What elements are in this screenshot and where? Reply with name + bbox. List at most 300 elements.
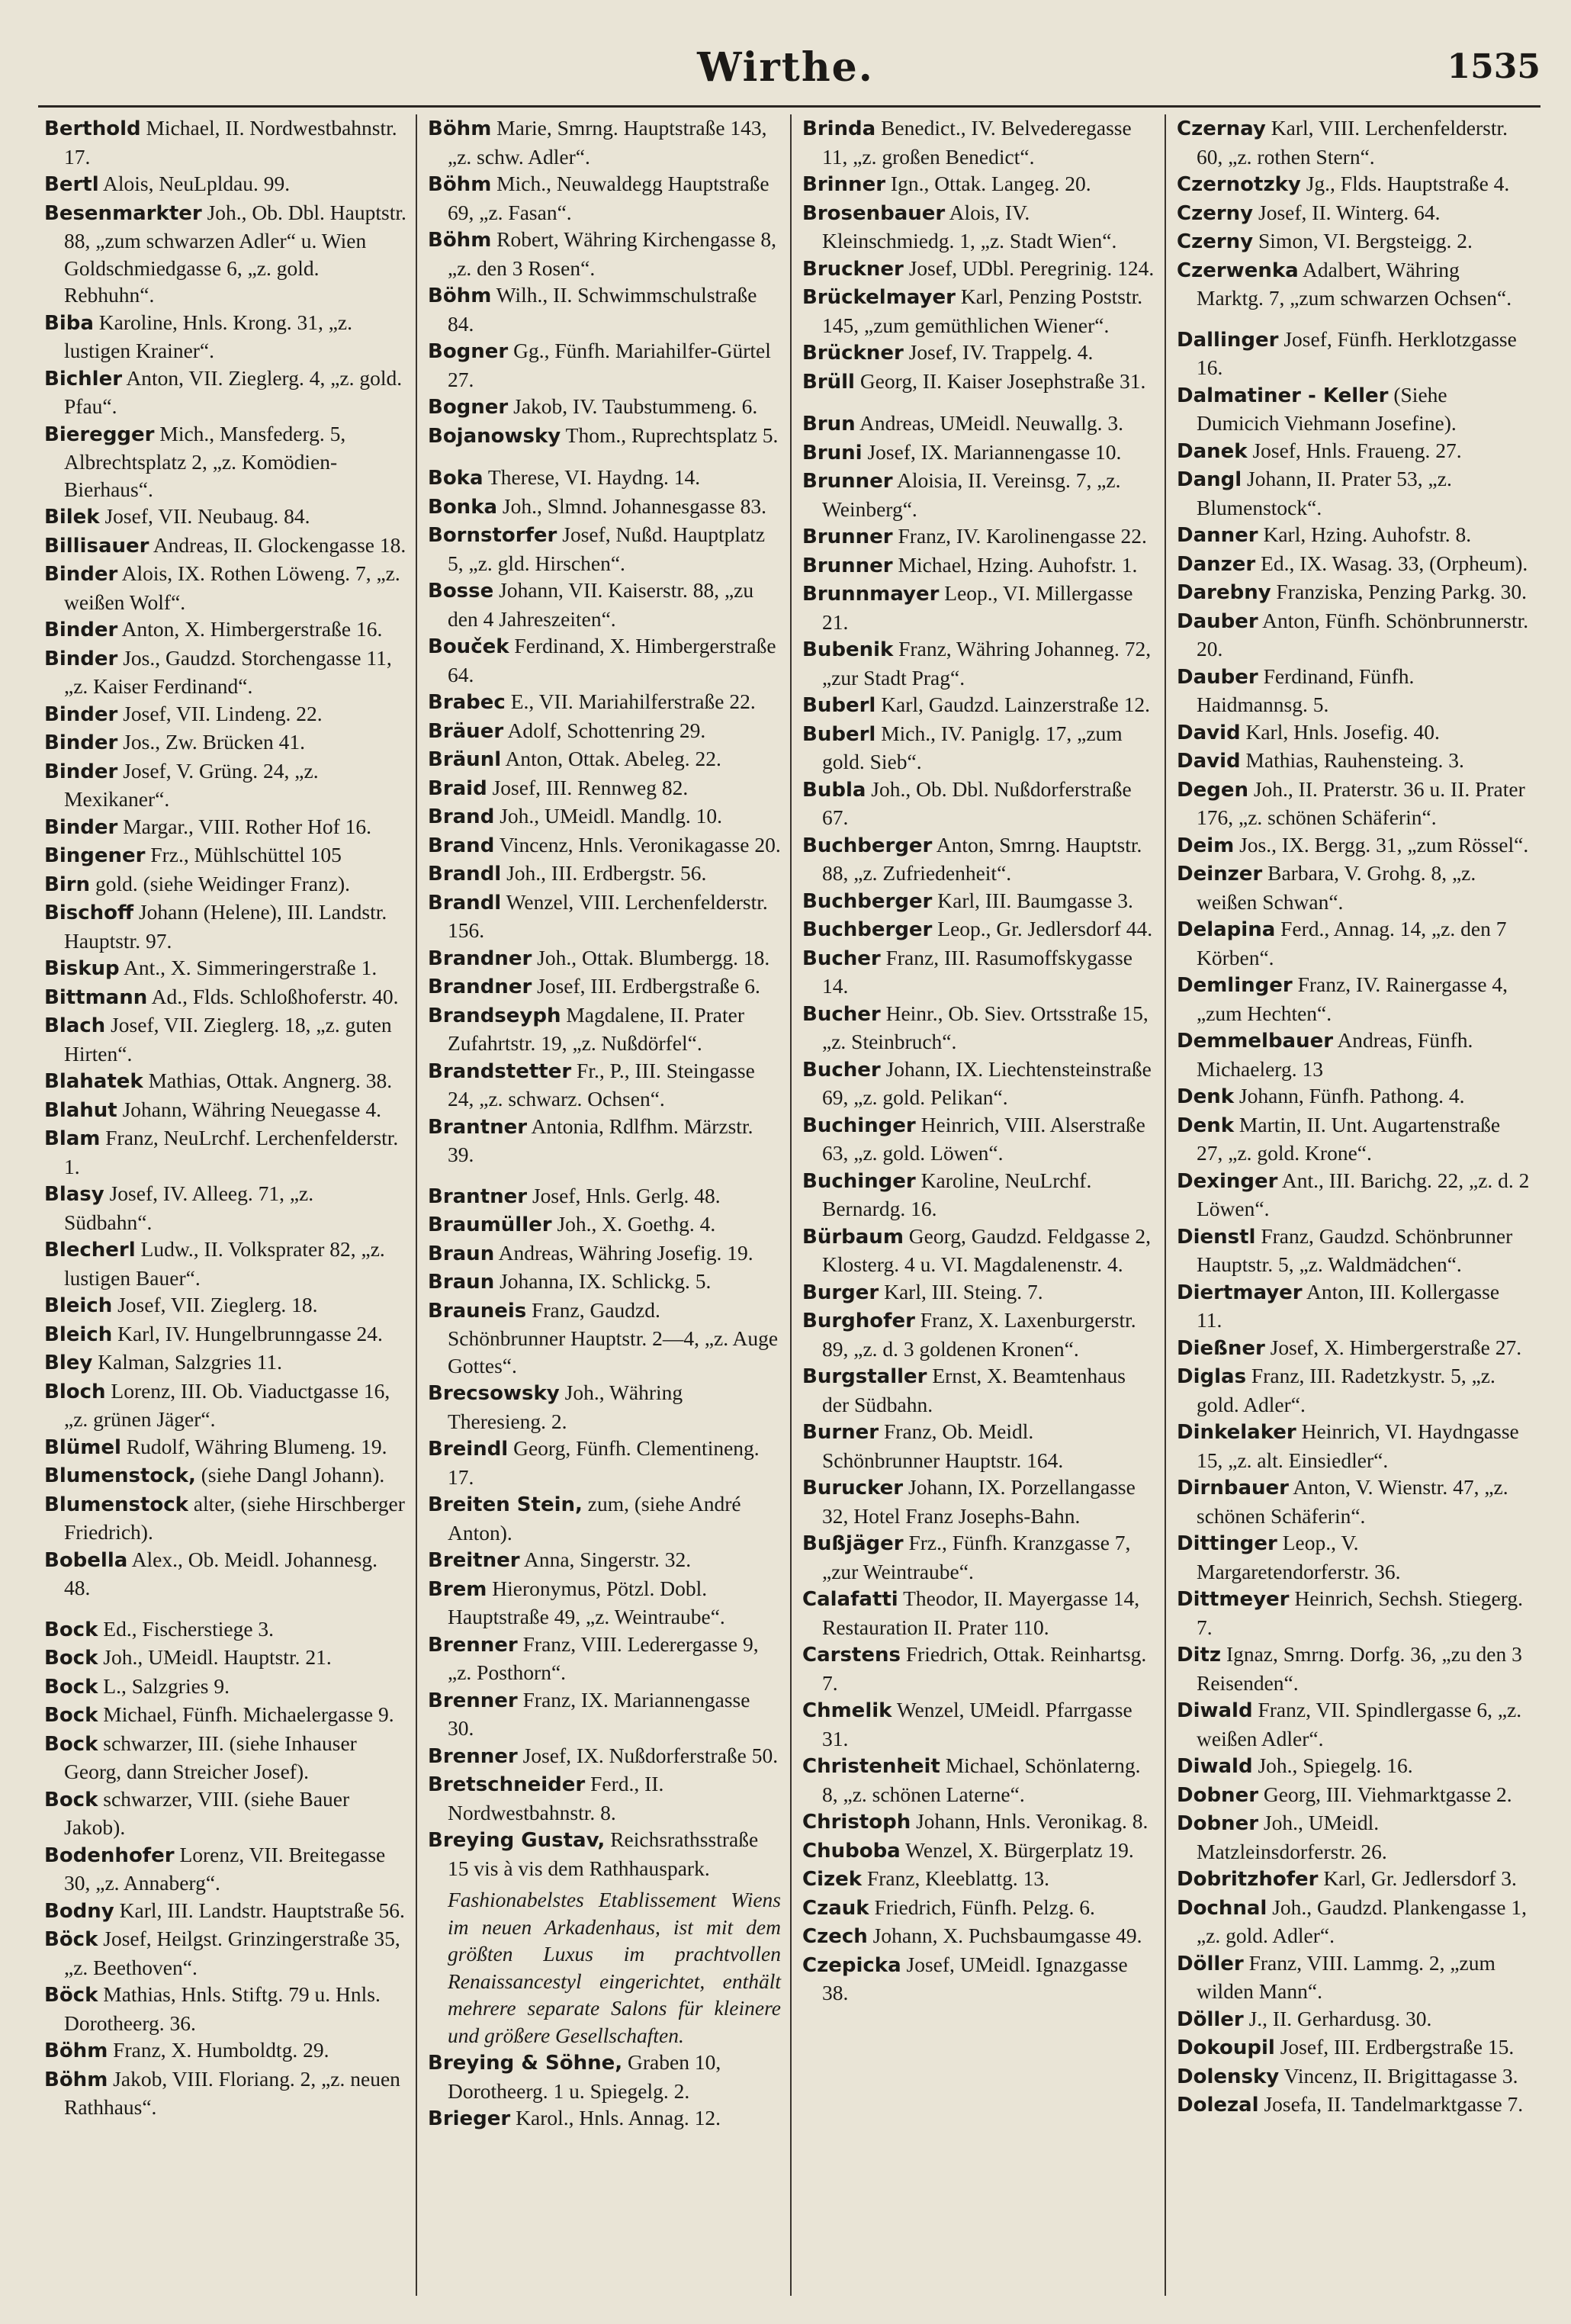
entry-text: Ed., Fischerstiege 3. xyxy=(103,1616,275,1641)
directory-entry xyxy=(802,283,1155,339)
entry-text: Joh., II. Praterstr. 36 u. II. Prater 176, „z. schönen Schäferin“. xyxy=(1197,776,1525,829)
entry-text: Josef, X. Himbergerstraße 27. xyxy=(1270,1335,1522,1359)
directory-entry xyxy=(428,1379,781,1435)
page-header xyxy=(0,0,1571,114)
directory-entry xyxy=(1177,1894,1530,1950)
entry-text: Josef, Hnls. Fraueng. 27. xyxy=(1252,438,1462,462)
entry-name: Danzer xyxy=(1177,552,1256,576)
directory-entry xyxy=(802,1837,1155,1866)
entry-name: Brabec xyxy=(428,691,506,714)
entry-text: Josef, UMeidl. Ignazgasse 38. xyxy=(822,1952,1128,2004)
directory-entry xyxy=(1177,1529,1530,1585)
entry-text: Magdalene, II. Prater Zufahrtstr. 19, „z. Nußdörfel“. xyxy=(448,1002,745,1055)
entry-text: Alois, NeuLpldau. 99. xyxy=(102,172,291,195)
entry-text: Franz, NeuLrchf. Lerchenfelderstr. 1. xyxy=(64,1126,399,1178)
directory-entry xyxy=(44,560,406,616)
entry-name: Bogner xyxy=(428,396,509,419)
directory-entry xyxy=(44,199,406,309)
directory-entry xyxy=(1177,199,1530,228)
entry-text: Franz, Gaudzd. Schönbrunner Hauptstr. 5, „z. Waldmädchen“. xyxy=(1197,1223,1513,1276)
directory-entry xyxy=(428,802,781,831)
entry-name: Brieger xyxy=(428,2107,511,2130)
entry-text: Johann, Hnls. Veronikag. 8. xyxy=(916,1809,1149,1833)
directory-entry xyxy=(802,1474,1155,1529)
entry-text: Franz, III. Rasumoffskygasse 14. xyxy=(822,945,1132,998)
entry-text: Michael, II. Nordwestbahnstr. 17. xyxy=(64,116,397,169)
entry-name: Delapina xyxy=(1177,918,1276,941)
entry-text: Jakob, VIII. Floriang. 2, „z. neuen Rathhaus“. xyxy=(64,2066,400,2119)
entry-text: Barbara, V. Grohg. 8, „z. weißen Schwan“. xyxy=(1197,861,1476,914)
entry-text: Anton, III. Kollergasse 11. xyxy=(1197,1279,1500,1332)
entry-name: Demmelbauer xyxy=(1177,1030,1334,1053)
directory-entry xyxy=(802,170,1155,199)
entry-name: Bucher xyxy=(802,947,881,970)
entry-text: Anton, Fünfh. Schönbrunnerstr. 20. xyxy=(1197,608,1529,661)
directory-entry xyxy=(44,503,406,532)
entry-name: Dinkelaker xyxy=(1177,1421,1296,1444)
directory-entry xyxy=(1177,2062,1530,2091)
entry-name: Burucker xyxy=(802,1477,904,1500)
entry-text: J., II. Gerhardusg. 30. xyxy=(1248,2006,1432,2030)
directory-entry xyxy=(1177,578,1530,607)
directory-entry xyxy=(44,1180,406,1236)
directory-entry xyxy=(428,1057,781,1113)
entry-name: Bloch xyxy=(44,1380,106,1403)
entry-name: Czauk xyxy=(802,1896,869,1920)
entry-text: Anton, X. Himbergerstraße 16. xyxy=(121,617,383,641)
entry-name: Brinda xyxy=(802,117,876,140)
directory-entry xyxy=(1177,607,1530,663)
directory-entry xyxy=(44,1348,406,1377)
entry-text: Reichsrathsstraße 15 vis à vis dem Rathhauspark. xyxy=(448,1827,759,1880)
entry-name: Brenner xyxy=(428,1633,518,1657)
entry-name: Bojanowsky xyxy=(428,424,561,448)
entry-text: Franziska, Penzing Parkg. 30. xyxy=(1276,580,1527,603)
entry-text: Johann, IX. Porzellangasse 32, Hotel Franz Josephs-Bahn. xyxy=(822,1475,1136,1528)
directory-entry xyxy=(428,281,781,337)
entry-name: Czech xyxy=(802,1925,868,1948)
entry-name: Blecherl xyxy=(44,1239,136,1262)
directory-entry xyxy=(802,1418,1155,1474)
entry-name: Carstens xyxy=(802,1644,901,1667)
entry-name: Buchberger xyxy=(802,889,933,913)
entry-text: Thom., Ruprechtsplatz 5. xyxy=(565,423,779,447)
entry-name: Böhm xyxy=(428,284,492,307)
directory-entry xyxy=(802,1278,1155,1307)
entry-text: Franz, Gaudzd. Schönbrunner Hauptstr. 2—4, „z. Auge Gottes“. xyxy=(448,1297,779,1377)
directory-entry xyxy=(428,464,781,493)
entry-name: Brandstetter xyxy=(428,1059,572,1083)
directory-entry xyxy=(428,944,781,973)
directory-entry xyxy=(428,774,781,803)
entry-name: Demlinger xyxy=(1177,974,1293,997)
entry-text: Joh., X. Goethg. 4. xyxy=(557,1212,716,1236)
entry-text: L., Salzgries 9. xyxy=(103,1673,230,1698)
entry-text: Marie, Smrng. Hauptstraße 143, „z. schw. Adler“. xyxy=(448,116,767,169)
entry-name: Brand xyxy=(428,805,495,828)
entry-text: Fr., P., III. Steingasse 24, „z. schwarz. Ochsen“. xyxy=(448,1058,755,1111)
entry-text: Frz., Mühlschüttel 105 xyxy=(150,843,342,866)
entry-name: Biba xyxy=(44,311,94,335)
entry-name: David xyxy=(1177,721,1241,744)
directory-entry xyxy=(802,831,1155,887)
entry-name: Dexinger xyxy=(1177,1169,1278,1193)
directory-entry xyxy=(428,1546,781,1575)
entry-text: Mich., IV. Paniglg. 17, „zum gold. Sieb“. xyxy=(822,721,1123,773)
directory-columns xyxy=(41,114,1540,2296)
directory-entry xyxy=(428,1686,781,1742)
entry-text: Josef, III. Erdbergstraße 6. xyxy=(537,974,760,998)
entry-name: Böhm xyxy=(428,229,492,252)
directory-entry xyxy=(428,1490,781,1546)
directory-entry xyxy=(1177,1585,1530,1641)
entry-text: Joh., Spiegelg. 16. xyxy=(1258,1753,1413,1777)
entry-text: Ed., IX. Wasag. 33, (Orpheum). xyxy=(1261,551,1528,575)
entry-name: Brecsowsky xyxy=(428,1382,560,1405)
entry-text: Joh., UMeidl. Mandlg. 10. xyxy=(500,804,722,828)
entry-name: Bußjäger xyxy=(802,1532,904,1555)
entry-text: Ignaz, Smrng. Dorfg. 36, „zu den 3 Reisenden“. xyxy=(1197,1642,1522,1695)
directory-entry xyxy=(1177,1111,1530,1167)
entry-name: Bubla xyxy=(802,778,866,802)
entry-text: Josef, IV. Trappelg. 4. xyxy=(908,340,1094,364)
directory-entry xyxy=(428,972,781,1001)
entry-text: Ad., Flds. Schloßhoferstr. 40. xyxy=(151,984,399,1008)
directory-entry xyxy=(802,339,1155,368)
entry-name: Breitner xyxy=(428,1549,520,1572)
directory-entry xyxy=(802,1585,1155,1641)
directory-entry xyxy=(1177,860,1530,915)
entry-text: Andreas, UMeidl. Neuwallg. 3. xyxy=(859,411,1123,435)
entry-text: Jg., Flds. Hauptstraße 4. xyxy=(1306,172,1510,195)
entry-text: Ign., Ottak. Langeg. 20. xyxy=(890,172,1091,195)
directory-entry xyxy=(428,1575,781,1631)
entry-name: Dochnal xyxy=(1177,1896,1267,1920)
entry-name: Bichler xyxy=(44,367,123,391)
entry-text: Ferd., Annag. 14, „z. den 7 Körben“. xyxy=(1197,917,1507,969)
directory-entry xyxy=(1177,747,1530,776)
entry-name: Blahatek xyxy=(44,1070,143,1093)
directory-entry xyxy=(802,1696,1155,1752)
directory-entry xyxy=(1177,1950,1530,2005)
entry-name: Brückelmayer xyxy=(802,286,956,309)
directory-entry xyxy=(428,1268,781,1297)
entry-name: Biskup xyxy=(44,957,120,980)
entry-name: Dobritzhofer xyxy=(1177,1868,1319,1891)
directory-entry xyxy=(44,1701,406,1730)
entry-text: Josef, IX. Mariannengasse 10. xyxy=(867,439,1122,464)
entry-name: Bruni xyxy=(802,441,863,464)
entry-name: Buchinger xyxy=(802,1114,916,1137)
entry-name: Brandl xyxy=(428,863,502,886)
entry-name: Blasy xyxy=(44,1183,104,1206)
directory-entry xyxy=(44,1461,406,1490)
entry-text: Gg., Fünfh. Mariahilfer-Gürtel 27. xyxy=(448,339,771,391)
directory-entry xyxy=(428,889,781,944)
entry-name: Bittmann xyxy=(44,985,148,1009)
entry-text: Adolf, Schottenring 29. xyxy=(507,718,706,742)
entry-name: Brandner xyxy=(428,976,532,998)
directory-entry xyxy=(44,954,406,983)
entry-text: Wilh., II. Schwimmschulstraße 84. xyxy=(448,283,757,336)
entry-name: Czerwenka xyxy=(1177,259,1299,282)
directory-entry xyxy=(802,1167,1155,1223)
entry-name: Dittinger xyxy=(1177,1532,1277,1555)
entry-name: Dauber xyxy=(1177,609,1258,633)
entry-name: Brun xyxy=(802,413,856,436)
directory-entry xyxy=(428,577,781,632)
directory-entry xyxy=(428,493,781,522)
entry-name: Birn xyxy=(44,873,91,896)
entry-text: Franz, X. Laxenburgerstr. 89, „z. d. 3 goldenen Kronen“. xyxy=(822,1308,1136,1361)
entry-text: Jakob, IV. Taubstummeng. 6. xyxy=(513,394,758,418)
entry-name: Bretschneider xyxy=(428,1773,586,1796)
entry-name: Brantner xyxy=(428,1185,528,1208)
directory-entry xyxy=(1177,465,1530,521)
directory-entry xyxy=(428,2104,781,2133)
directory-entry xyxy=(802,635,1155,691)
entry-text: Karl, III. Landstr. Hauptstraße 56. xyxy=(119,1898,405,1922)
entry-text: Karol., Hnls. Annag. 12. xyxy=(516,2106,721,2130)
directory-entry xyxy=(1177,663,1530,718)
entry-name: Chuboba xyxy=(802,1839,901,1863)
entry-text: Ant., III. Barichg. 22, „z. d. 2 Löwen“. xyxy=(1197,1168,1530,1220)
entry-name: Dauber xyxy=(1177,665,1258,689)
entry-text: Heinr., Ob. Siev. Ortsstraße 15, „z. Steinbruch“. xyxy=(822,1001,1149,1053)
directory-entry xyxy=(44,1377,406,1433)
entry-name: Böhm xyxy=(428,117,492,140)
entry-text: Karl, Hnls. Josefig. 40. xyxy=(1245,719,1440,744)
entry-name: Döller xyxy=(1177,2007,1244,2031)
entry-name: Darebny xyxy=(1177,581,1271,604)
entry-name: Brunner xyxy=(802,470,893,493)
entry-text: Heinrich, VI. Haydngasse 15, „z. alt. Einsiedler“. xyxy=(1197,1419,1519,1472)
entry-name: Brandl xyxy=(428,891,502,914)
entry-text: Leop., Gr. Jedlersdorf 44. xyxy=(937,917,1153,940)
entry-name: Dokoupil xyxy=(1177,2036,1275,2059)
directory-entry xyxy=(428,226,781,281)
entry-name: Bock xyxy=(44,1647,98,1670)
entry-name: Buberl xyxy=(802,694,876,717)
directory-entry xyxy=(44,1490,406,1546)
directory-entry xyxy=(802,1111,1155,1167)
directory-entry xyxy=(428,393,781,422)
directory-entry xyxy=(1177,256,1530,312)
entry-name: Deinzer xyxy=(1177,863,1263,886)
entry-text: Mathias, Ottak. Angnerg. 38. xyxy=(148,1069,393,1092)
entry-name: Brandner xyxy=(428,947,532,970)
directory-entry xyxy=(44,757,406,813)
entry-name: Bingener xyxy=(44,844,146,867)
entry-text: Joh., Ob. Dbl. Hauptstr. 88, „zum schwarzen Adler“ u. Wien Goldschmiedgasse 6, „z. gold. Rebhuhn“. xyxy=(64,200,406,307)
entry-text: Adalbert, Währing Marktg. 7, „zum schwarzen Ochsen“. xyxy=(1197,257,1512,310)
entry-text: Mich., Mansfederg. 5, Albrechtsplatz 2, „z. Komödien-Bierhaus“. xyxy=(64,421,346,501)
entry-name: Brenner xyxy=(428,1744,518,1768)
entry-name: Bertl xyxy=(44,173,99,196)
entry-name: Bock xyxy=(44,1732,98,1756)
entry-text: Jos., IX. Bergg. 31, „zum Rössel“. xyxy=(1239,832,1529,857)
directory-entry xyxy=(1177,1809,1530,1865)
entry-name: Bucher xyxy=(802,1002,881,1026)
entry-text: Wenzel, VIII. Lerchenfelderstr. 156. xyxy=(448,889,768,942)
directory-entry xyxy=(1177,1752,1530,1781)
entry-name: Deim xyxy=(1177,834,1235,857)
entry-text: Aloisia, II. Vereinsg. 7, „z. Weinberg“. xyxy=(822,468,1121,521)
entry-text: Josef, UDbl. Peregrinig. 124. xyxy=(908,256,1155,280)
directory-entry xyxy=(1177,1781,1530,1810)
entry-text: Karl, Gaudzd. Lainzerstraße 12. xyxy=(881,693,1150,716)
entry-name: Ditz xyxy=(1177,1644,1222,1667)
entry-text: Josef, VII. Neubaug. 84. xyxy=(104,504,310,528)
entry-text: Kalman, Salzgries 11. xyxy=(98,1350,283,1374)
entry-name: Dalmatiner - Keller xyxy=(1177,384,1389,407)
directory-entry xyxy=(1177,1696,1530,1752)
entry-text: Josef, Nußd. Hauptplatz 5, „z. gld. Hirschen“. xyxy=(448,522,766,575)
entry-text: Robert, Währing Kirchengasse 8, „z. den 3 Rosen“. xyxy=(448,227,776,280)
entry-text: zum, (siehe André Anton). xyxy=(448,1492,741,1545)
entry-name: Bieregger xyxy=(44,423,155,446)
entry-text: (siehe Dangl Johann). xyxy=(201,1463,385,1487)
entry-text: schwarzer, III. (siehe Inhauser Georg, dann Streicher Josef). xyxy=(64,1731,357,1783)
entry-text: Johann, IX. Liechtensteinstraße 69, „z. gold. Pelikan“. xyxy=(822,1056,1152,1109)
entry-name: Bley xyxy=(44,1352,93,1374)
directory-entry xyxy=(1177,326,1530,381)
entry-name: Brantner xyxy=(428,1115,528,1139)
entry-name: Brunner xyxy=(802,526,893,548)
entry-text: Anna, Singerstr. 32. xyxy=(523,1548,692,1571)
directory-entry xyxy=(428,688,781,717)
directory-entry xyxy=(802,114,1155,170)
directory-entry xyxy=(428,1826,781,1882)
entry-name: Diwald xyxy=(1177,1755,1253,1778)
entry-text: Josef, VII. Zieglerg. 18, „z. guten Hirten“. xyxy=(64,1013,392,1066)
entry-name: Brüll xyxy=(802,370,855,394)
entry-name: Breiten Stein, xyxy=(428,1493,583,1516)
entry-text: Franz, VII. Spindlergasse 6, „z. weißen Adler“. xyxy=(1197,1698,1522,1750)
entry-text: Hieronymus, Pötzl. Dobl. Hauptstraße 49, „z. Weintraube“. xyxy=(448,1576,725,1628)
directory-entry xyxy=(1177,550,1530,579)
entry-name: Burghofer xyxy=(802,1310,915,1332)
entry-name: Blahut xyxy=(44,1098,117,1122)
directory-entry xyxy=(802,1000,1155,1056)
directory-entry xyxy=(44,728,406,757)
entry-name: Böhm xyxy=(44,2040,108,2062)
entry-text: Karl, VIII. Lerchenfelderstr. 60, „z. rothen Stern“. xyxy=(1197,116,1508,169)
entry-text: Karoline, Hnls. Krong. 31, „z. lustigen Krainer“. xyxy=(64,310,352,362)
entry-name: Binder xyxy=(44,731,118,754)
entry-name: Blümel xyxy=(44,1435,121,1459)
directory-entry xyxy=(802,1641,1155,1696)
entry-name: Dittmeyer xyxy=(1177,1588,1290,1611)
directory-entry xyxy=(1177,915,1530,971)
directory-entry xyxy=(428,1182,781,1211)
entry-name: Berthold xyxy=(44,117,141,140)
entry-name: Cizek xyxy=(802,1868,863,1891)
entry-name: Buchinger xyxy=(802,1169,916,1193)
directory-entry xyxy=(1177,1278,1530,1334)
entry-name: Burgstaller xyxy=(802,1365,927,1388)
directory-entry xyxy=(44,1925,406,1981)
directory-entry xyxy=(44,1615,406,1644)
entry-text: Anton, VII. Zieglerg. 4, „z. gold. Pfau“. xyxy=(64,365,403,418)
entry-text: Joh., UMeidl. Hauptstr. 21. xyxy=(103,1645,332,1669)
entry-text: Margar., VIII. Rother Hof 16. xyxy=(123,814,372,838)
directory-entry xyxy=(802,1865,1155,1894)
directory-entry xyxy=(44,898,406,954)
entry-text: Alois, IX. Rothen Löweng. 7, „z. weißen Wolf“. xyxy=(64,561,400,614)
directory-entry xyxy=(44,1320,406,1349)
entry-text: Anton, V. Wienstr. 47, „z. schönen Schäferin“. xyxy=(1197,1475,1508,1528)
directory-entry xyxy=(428,1113,781,1168)
entry-name: Bleich xyxy=(44,1323,113,1346)
entry-text: Karl, III. Steing. 7. xyxy=(884,1279,1043,1303)
entry-text: Joh., Gaudzd. Plankengasse 1, „z. gold. Adler“. xyxy=(1197,1895,1527,1947)
directory-entry xyxy=(428,831,781,860)
directory-entry xyxy=(44,644,406,700)
entry-text: Josef, IX. Nußdorferstraße 50. xyxy=(522,1743,779,1767)
column-3 xyxy=(790,114,1165,2296)
directory-entry xyxy=(1177,776,1530,831)
advertisement xyxy=(428,1886,781,2049)
entry-text: Leop., V. Margaretendorferstr. 36. xyxy=(1197,1531,1401,1583)
directory-entry xyxy=(1177,831,1530,860)
directory-entry xyxy=(428,1742,781,1771)
directory-entry xyxy=(428,337,781,393)
entry-text: Johanna, IX. Schlickg. 5. xyxy=(500,1269,712,1293)
entry-name: Bock xyxy=(44,1675,98,1699)
entry-name: Dolensky xyxy=(1177,2065,1280,2088)
entry-name: Blam xyxy=(44,1127,101,1150)
directory-entry xyxy=(802,944,1155,1000)
directory-entry xyxy=(1177,1027,1530,1082)
directory-entry xyxy=(1177,381,1530,437)
entry-name: Bouček xyxy=(428,635,509,658)
directory-entry xyxy=(802,1056,1155,1111)
directory-entry xyxy=(44,532,406,561)
directory-entry xyxy=(44,1124,406,1180)
directory-entry xyxy=(1177,1641,1530,1696)
entry-text: Vincenz, II. Brigittagasse 3. xyxy=(1283,2063,1518,2088)
entry-name: Bodenhofer xyxy=(44,1843,175,1867)
entry-text: Johann, Fünfh. Pathong. 4. xyxy=(1238,1084,1465,1107)
entry-text: Josef, V. Grüng. 24, „z. Mexikaner“. xyxy=(64,758,319,811)
entry-name: Binder xyxy=(44,815,118,839)
entry-text: Josef, Hnls. Gerlg. 48. xyxy=(532,1183,721,1207)
entry-name: Bonka xyxy=(428,495,498,519)
entry-text: Josef, Heilgst. Grinzingerstraße 35, „z. Beethoven“. xyxy=(64,1927,400,1979)
entry-text: Mich., Neuwaldegg Hauptstraße 69, „z. Fasan“. xyxy=(448,172,769,224)
directory-entry xyxy=(44,1011,406,1067)
directory-entry xyxy=(44,983,406,1012)
entry-name: Bischoff xyxy=(44,902,134,924)
entry-name: Braumüller xyxy=(428,1213,552,1236)
entry-text: Wenzel, X. Bürgerplatz 19. xyxy=(905,1837,1134,1862)
directory-entry xyxy=(428,1770,781,1826)
entry-name: Böhm xyxy=(428,173,492,196)
entry-text: Franz, IV. Karolinengasse 22. xyxy=(898,524,1147,548)
entry-name: Binder xyxy=(44,702,118,726)
entry-name: Binder xyxy=(44,647,118,670)
entry-name: Denk xyxy=(1177,1085,1235,1108)
entry-text: Ernst, X. Beamtenhaus der Südbahn. xyxy=(822,1364,1126,1416)
directory-entry xyxy=(44,1673,406,1702)
entry-text: Josef, VII. Lindeng. 22. xyxy=(123,701,323,725)
directory-entry xyxy=(428,422,781,451)
entry-name: Calafatti xyxy=(802,1588,898,1611)
entry-name: Breying & Söhne, xyxy=(428,2052,623,2075)
directory-entry xyxy=(44,1433,406,1462)
directory-entry xyxy=(1177,1223,1530,1278)
